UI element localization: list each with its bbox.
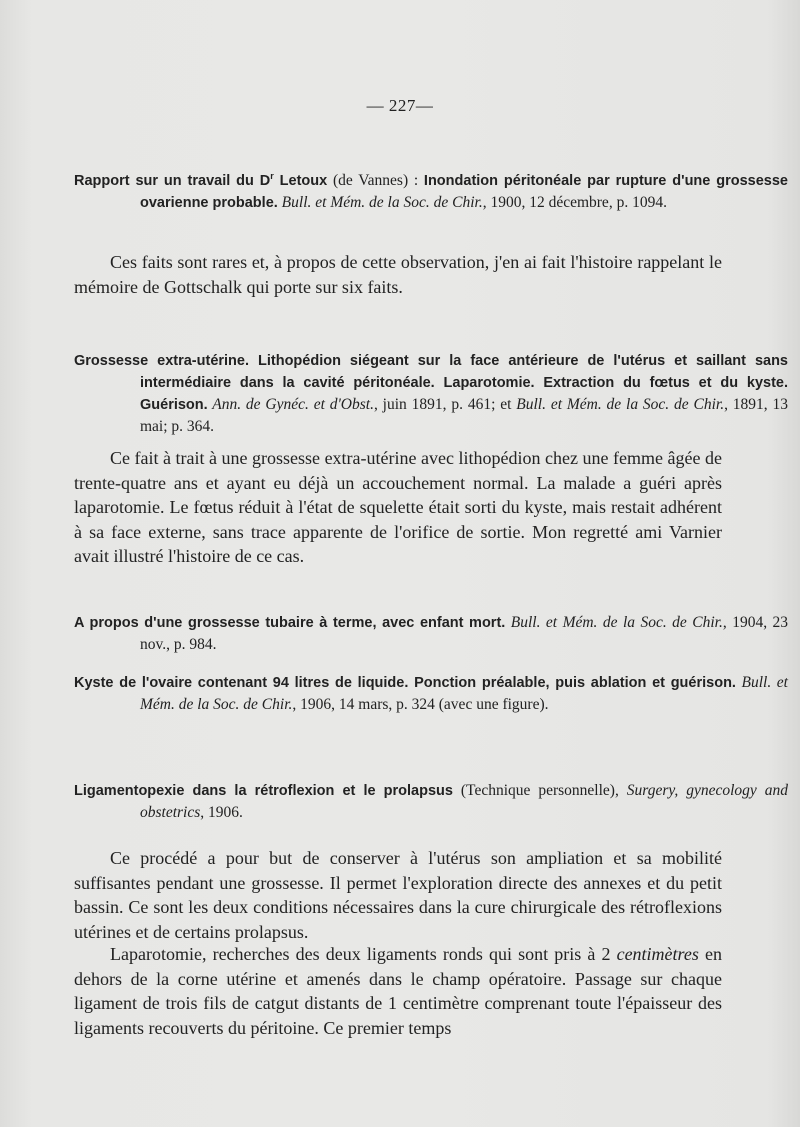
body-paragraph: Ce procédé a pour but de conserver à l'utérus son ampliation et sa mobilité suffisantes pendant une grossesse. Il permet l'exploration directe des annexes et du petit bassin. Ce sont les deux conditions nécessaires dans la cure chirurgicale des rétroflexions utérines et de certains prolapsus. <box>74 848 722 942</box>
entry-reference: , juin 1891, p. 461; et <box>373 396 512 413</box>
paragraph-text: en dehors de la corne utérine et amenés dans le champ opératoire. Passage sur chaque ligament de trois fils de catgut distants de 1 centimètre comprenant toute l'épaisseur des ligaments recouverts du péritoine. Ce premier temps <box>74 944 722 1038</box>
entry-title: Ligamentopexie dans la rétroflexion et le prolapsus <box>74 783 453 799</box>
entry-subject: Inondation péritonéale par rupture d'une grossesse ovarienne probable. <box>140 173 788 212</box>
entry-title-superscript: r <box>270 171 274 181</box>
entry-reference: , 1891, 13 mai; p. 364. <box>140 396 789 435</box>
body-paragraph <box>74 942 722 1040</box>
bibliography-entry <box>74 166 788 214</box>
bibliography-entry <box>74 350 788 437</box>
body-paragraph: Ce fait à trait à une grossesse extra-utérine avec lithopédion chez une femme âgée de trente-quatre ans et ayant eu déjà un accouchement normal. La malade a guéri après laparotomie. Le fœtus réduit à l'état de squelette était sorti du kyste, mais restait adhérent à sa face externe, sans trace apparente de l'orifice de sortie. Mon regretté ami Varnier avait illustré l'histoire de ce cas. <box>74 448 722 566</box>
entry-journal: Bull. et Mém. de la Soc. de Chir. <box>511 396 725 413</box>
entry-title: A propos d'une grossesse tubaire à terme, avec enfant mort. <box>74 615 506 631</box>
entry-title: Kyste de l'ovaire contenant 94 litres de liquide. Ponction préalable, puis ablation et guérison. <box>74 675 736 691</box>
paragraph-emphasis: centimètres <box>616 944 699 964</box>
entry-location: (de Vannes) : <box>327 172 424 190</box>
bibliography-entry <box>74 612 788 655</box>
entry-journal: Ann. de Gynéc. et d'Obst. <box>207 396 374 413</box>
entry-title: Rapport sur un travail du D <box>74 173 271 190</box>
entry-reference: , 1900, 12 décembre, p. 1094. <box>482 194 667 212</box>
entry-journal: Bull. et Mém. de la Soc. de Chir. <box>277 194 483 212</box>
entry-author: Letoux <box>273 173 328 190</box>
bibliography-entry <box>74 672 788 715</box>
entry-journal: Bull. et Mém. de la Soc. de Chir. <box>140 674 788 713</box>
page-number: — 227— <box>366 96 434 115</box>
entry-title: Grossesse extra-utérine. Lithopédion siégeant sur la face antérieure de l'utérus et saillant sans intermédiaire dans la cavité péritonéale. Laparotomie. Extraction du fœtus et du kyste. Guérison. <box>74 353 788 413</box>
entry-reference: , 1904, 23 nov., p. 984. <box>140 614 789 653</box>
entry-reference: , 1906, 14 mars, p. 324 (avec une figure). <box>292 696 549 713</box>
bibliography-entry <box>74 780 788 823</box>
paragraph-text: Laparotomie, recherches des deux ligaments ronds qui sont pris à 2 <box>110 944 617 964</box>
entry-note: (Technique personnelle), <box>452 782 627 799</box>
body-paragraph: Ces faits sont rares et, à propos de cette observation, j'en ai fait l'histoire rappelant le mémoire de Gottschalk qui porte sur six faits. <box>74 252 722 297</box>
entry-journal: Surgery, gynecology and obstetrics <box>140 782 788 821</box>
entry-reference: , 1906. <box>200 804 243 821</box>
entry-journal: Bull. et Mém. de la Soc. de Chir. <box>505 614 723 631</box>
